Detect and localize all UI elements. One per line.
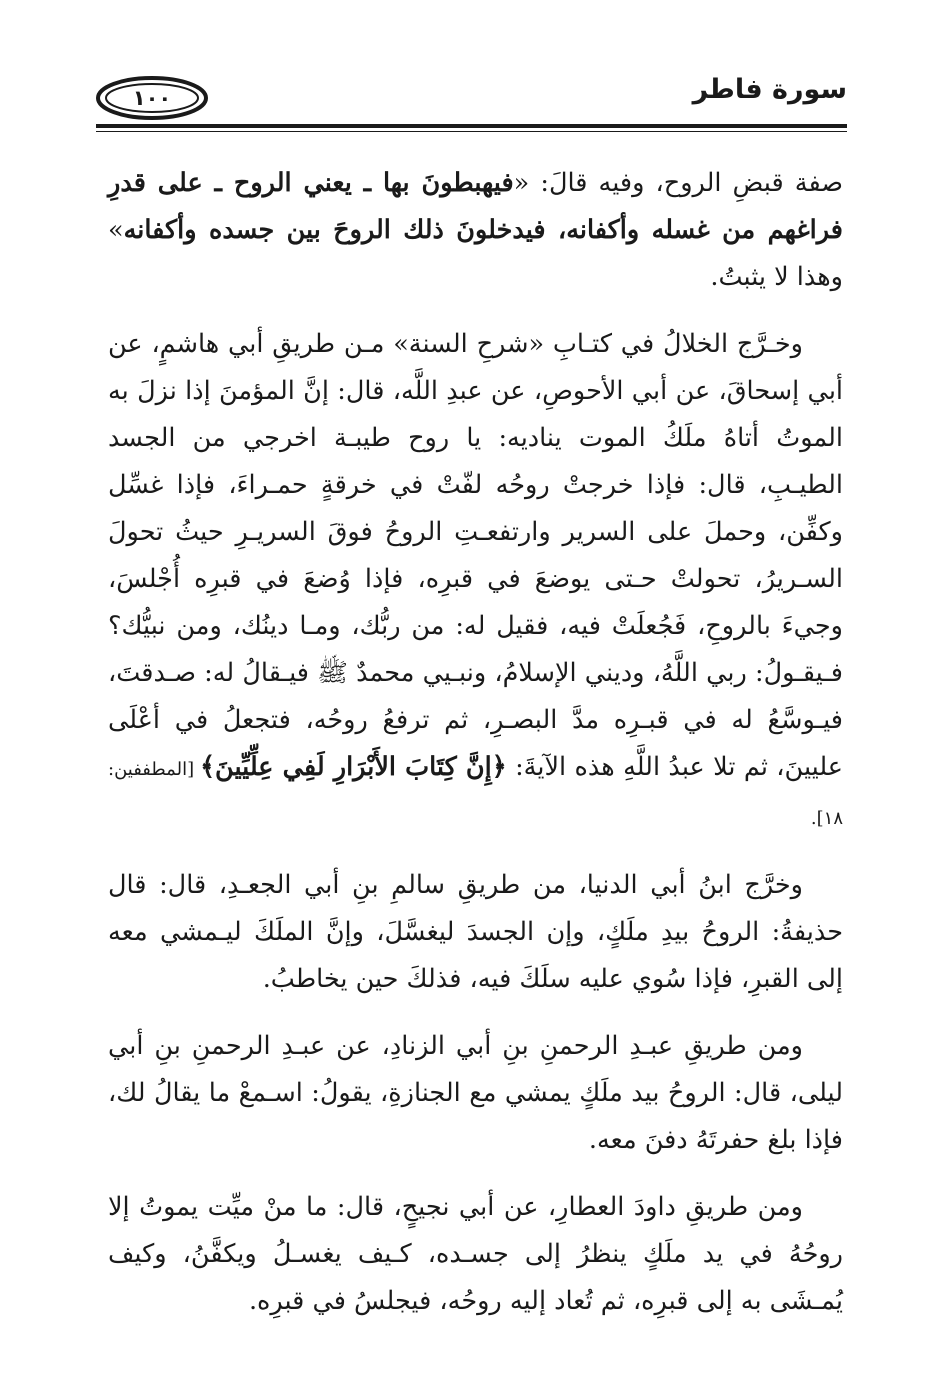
paragraph-text: ومن طريقِ داودَ العطارِ، عن أبي نجيحٍ، قال: ما منْ ميِّت يموتُ إلا روحُهُ في يد ملَكٍ ينظرُ إلى جسـده، كـيف يغسـلُ ويكفَّنُ، وكيف يُمـشَى به إلى قبرِه، ثم تُعاد إليه روحُه، فيجلسُ في قبرِه. — [108, 1192, 843, 1316]
page-number: ١٠٠ — [132, 86, 172, 110]
paragraph — [108, 862, 843, 1003]
header-rule-thick — [96, 124, 847, 128]
paragraph-text: ومن طريقِ عبـدِ الرحمنِ بنِ أبي الزنادِ، عن عبـدِ الرحمنِ بنِ أبي ليلى، قال: الروحُ بيد ملَكٍ يمشي مع الجنازةِ، يقولُ: اسـمعْ ما يقالُ لك، فإذا بلغ حفرتَهُ دفنَ معه. — [108, 1031, 843, 1155]
quran-verse: ﴿إِنَّ كِتَابَ الأَبْرَارِ لَفِي عِلِّيِّينَ﴾ — [200, 752, 507, 782]
verse-reference: [المطففين: ١٨]. — [108, 759, 843, 829]
surah-title: سورة فاطر — [692, 74, 847, 105]
quoted-text: فيهبطونَ بها ـ يعني الروح ـ على قدرِ فراغهم من غسله وأكفانه، فيدخلونَ ذلك الروحَ بين جسده وأكفانه — [108, 168, 843, 245]
paragraph-text: وخـرَّج الخلالُ في كتـابِ «شرحِ السنة» مـن طريقِ أبي هاشمٍ، عن أبي إسحاقَ، عن أبي الأحوصِ، عن عبدِ اللَّه، قال: إنَّ المؤمنَ إذا نزلَ به الموتُ أتاهُ ملَكُ الموت يناديه: يا روح طيبـة اخرجي من الجسد الطيـبِ، قال: فإذا خرجتْ روحُه لفّتْ في خرقةٍ حمـراءَ، فإذا غسِّل وكفِّن، وحملَ على السرير وارتفعـتِ الروحُ فوقَ السريـرِ حيثُ تحولَ السـريرُ، تحولتْ حـتى يوضعَ في قبرِه، فإذا وُضعَ في قبرِه أُجْلسَ، وجيءَ بالروحِ، فَجُعلَتْ فيه، فقيل له: من ربُّك، ومـا دينُك، ومن نبيُّك؟ فـيقـولُ: ربي اللَّهُ، وديني الإسلامُ، ونبـيي محمدٌ ﷺ فيـقالُ له: صـدقتَ، فيـوسَّعُ له في قبـرِه مدَّ البصـرِ، ثم ترفعُ روحُه، فتجعلُ في أعْلَى عليينَ، ثم تلا عبدُ اللَّهِ هذه الآيةَ: — [108, 329, 843, 782]
paragraph — [108, 321, 843, 842]
paragraph-text: صفة قبضِ الروح، وفيه قالَ: « — [513, 168, 843, 198]
paragraph-text: » وهذا لا يثبتُ. — [108, 215, 843, 292]
body-text — [108, 160, 843, 1325]
paragraph — [108, 1023, 843, 1164]
header-rule-thin — [96, 131, 847, 132]
paragraph-text: وخرَّج ابنُ أبي الدنيا، من طريقِ سالمِ بنِ أبي الجعـدِ، قال: قال حذيفةُ: الروحُ بيدِ ملَكٍ، وإن الجسدَ ليغسَّلَ، وإنَّ الملَكَ ليـمشي معه إلى القبرِ، فإذا سُوي عليه سلَكَ فيه، فذلكَ حين يخاطبُ. — [108, 870, 843, 994]
paragraph — [108, 1184, 843, 1325]
page-number-badge — [96, 76, 208, 120]
paragraph — [108, 160, 843, 301]
page-header — [96, 70, 847, 128]
